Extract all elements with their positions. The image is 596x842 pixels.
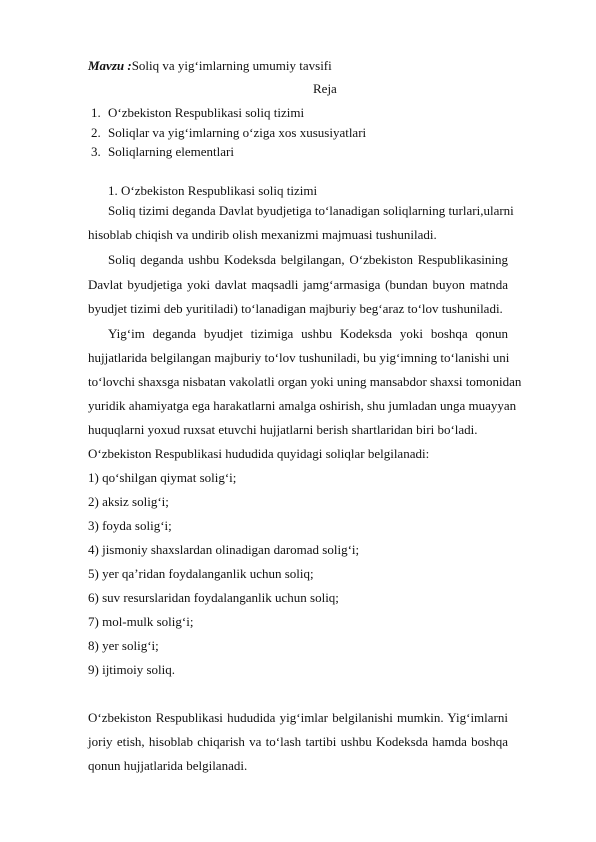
tax-list-item: 6) suv resurslaridan foydalanganlik uchun soliq; <box>88 590 339 605</box>
plan-item-number: 2. <box>91 125 101 140</box>
plan-item <box>91 144 234 160</box>
plan-item <box>91 105 304 121</box>
paragraph-line: hujjatlarida belgilangan majburiy to‘lov tushuniladi, bu yig‘imning to‘lanishi uni <box>88 350 510 365</box>
plan-item-text: Soliqlar va yig‘imlarning o‘ziga xos xususiyatlari <box>108 125 367 140</box>
paragraph-line: hisoblab chiqish va undirib olish mexanizmi majmuasi tushuniladi. <box>88 227 437 242</box>
tax-list-item: 9) ijtimoiy soliq. <box>88 662 176 677</box>
paragraph-line: byudjet tizimi deb yuritiladi) to‘lanadigan majburiy beg‘araz to‘lov tushuniladi. <box>88 301 503 316</box>
tax-list-item: 2) aksiz solig‘i; <box>88 494 169 509</box>
paragraph-line: huquqlarni yoxud ruxsat etuvchi hujjatlarni berish shartlaridan biri bo‘ladi. <box>88 422 478 437</box>
plan-item <box>91 125 366 141</box>
tax-list-item: 3) foyda solig‘i; <box>88 518 172 533</box>
closing-line: joriy etish, hisoblab chiqarish va to‘lash tartibi ushbu Kodeksda hamda boshqa <box>88 734 508 749</box>
tax-list-item: 7) mol-mulk solig‘i; <box>88 614 194 629</box>
topic-text: Soliq va yig‘imlarning umumiy tavsifi <box>131 58 332 73</box>
plan-item-number: 1. <box>91 105 101 120</box>
tax-list-item: 8) yer solig‘i; <box>88 638 159 653</box>
section-heading: 1. O‘zbekiston Respublikasi soliq tizimi <box>108 183 318 198</box>
plan-item-text: Soliqlarning elementlari <box>108 144 234 159</box>
topic-line <box>88 58 332 74</box>
paragraph-line: to‘lovchi shaxsga nisbatan vakolatli organ yoki uning mansabdor shaxsi tomonidan <box>88 374 522 389</box>
plan-item-number: 3. <box>91 144 101 159</box>
closing-line: O‘zbekiston Respublikasi hududida yig‘imlar belgilanishi mumkin. Yig‘imlarni <box>88 710 508 725</box>
plan-item-text: O‘zbekiston Respublikasi soliq tizimi <box>108 105 305 120</box>
topic-label: Mavzu : <box>88 58 132 73</box>
paragraph-line: Yig‘im deganda byudjet tizimiga ushbu Kodeksda yoki boshqa qonun <box>108 326 508 341</box>
tax-list-item: 1) qo‘shilgan qiymat solig‘i; <box>88 470 237 485</box>
closing-line: qonun hujjatlarida belgilanadi. <box>88 758 248 773</box>
tax-list-intro: O‘zbekiston Respublikasi hududida quyidagi soliqlar belgilanadi: <box>88 446 430 461</box>
tax-list-item: 4) jismoniy shaxslardan olinadigan daromad solig‘i; <box>88 542 360 557</box>
paragraph-line: Soliq tizimi deganda Davlat byudjetiga to‘lanadigan soliqlarning turlari,ularni <box>108 203 514 218</box>
paragraph-line: yuridik ahamiyatga ega harakatlarni amalga oshirish, shu jumladan unga muayyan <box>88 398 517 413</box>
plan-heading: Reja <box>313 81 337 96</box>
paragraph-line: Soliq deganda ushbu Kodeksda belgilangan, O‘zbekiston Respublikasining <box>108 252 508 267</box>
paragraph-line: Davlat byudjetiga yoki davlat maqsadli jamg‘armasiga (bundan buyon matnda <box>88 277 508 292</box>
tax-list-item: 5) yer qa’ridan foydalanganlik uchun soliq; <box>88 566 314 581</box>
